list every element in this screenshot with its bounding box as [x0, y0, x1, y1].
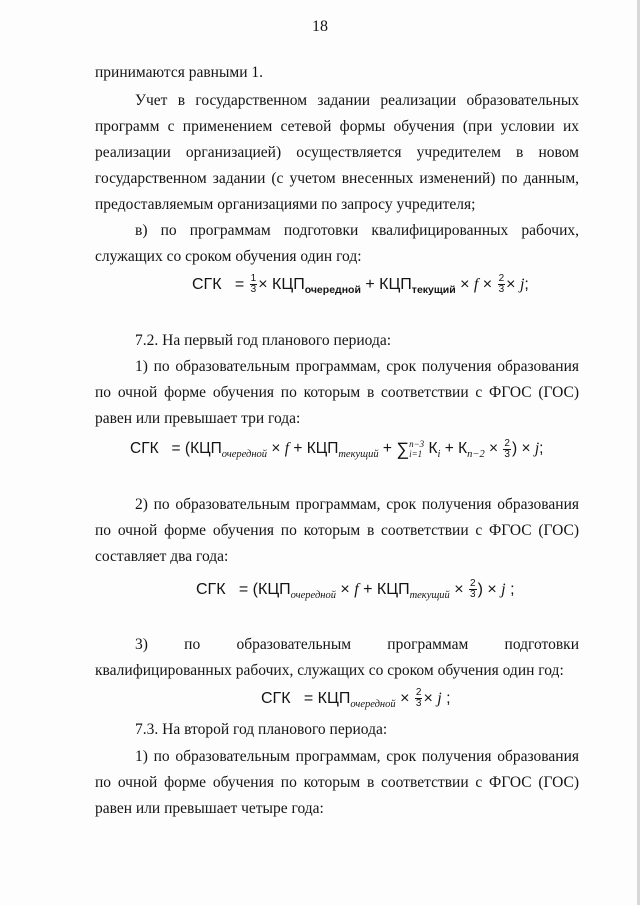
- paragraph-7: 3) по образовательным программам подготовки квалифицированных рабочих, служащих со сроком обучения один год:: [95, 636, 579, 679]
- fraction-1-3: $\frac{1}{3}$: [250, 273, 257, 296]
- formula-3: СГК = ($КЦП_{очередной} \times f + КЦП_{текущий}$ × $\frac{2}{3}$ ) × j ;: [196, 578, 515, 601]
- paragraph-4: 7.2. На первый год планового периода:: [135, 332, 392, 349]
- paragraph-6: 2) по образовательным программам, срок получения образования по очной форме обучения по которым в соответствии с ФГОС (ГОС) составляет два года:: [95, 496, 579, 565]
- sum-limits: n−3 i=1: [409, 439, 425, 459]
- fraction-2-3: $\frac{2}{3}$: [470, 578, 476, 601]
- paragraph-3: в) по программам подготовки квалифицированных рабочих, служащих со сроком обучения один год:: [95, 222, 579, 265]
- paragraph-2: Учет в государственном задании реализации образовательных программ с применением сетевой формы обучения (при условии их реализации организацией) осуществляется учредителем в новом государственном задании (с учетом внесенных изменений) по данным, предоставляемым организациями по запросу учредителя;: [95, 92, 579, 213]
- paragraph-5: 1) по образовательным программам, срок получения образования по очной форме обучения по которым в соответствии с ФГОС (ГОС) равен или превышает три года:: [95, 358, 579, 427]
- sum-symbol: ∑: [396, 439, 410, 459]
- formula-term: СГК: [192, 276, 222, 293]
- fraction-2-3: $\frac{2}{3}$: [498, 273, 505, 296]
- paragraph-9: 1) по образовательным программам, срок получения образования по очной форме обучения по которым в соответствии с ФГОС (ГОС) равен или превышает четыре года:: [95, 748, 579, 817]
- fraction-2-3: $\frac{2}{3}$: [415, 687, 422, 710]
- formula-1: СГК = $\frac{1}{3}$ × $КЦП_{очередной} + КЦП_{текущий} \times f$ × $\frac{2}{3}$ × j;: [192, 273, 529, 296]
- paragraph-1: принимаются равными 1.: [95, 64, 263, 81]
- paragraph-8: 7.3. На второй год планового периода:: [135, 721, 388, 738]
- fraction-2-3: $\frac{2}{3}$: [504, 437, 510, 460]
- formula-4: СГК = $КЦП_{очередной}$ × $\frac{2}{3}$ × j ;: [261, 687, 451, 710]
- page-number: 18: [312, 18, 328, 35]
- formula-2: СГК = ($КЦП_{очередной} \times f + КЦП_{текущий}$ + ∑ n−3 i=1 $К_i + К_{n-2}$ × $\frac{2}{3}$ ) × j;: [130, 434, 543, 464]
